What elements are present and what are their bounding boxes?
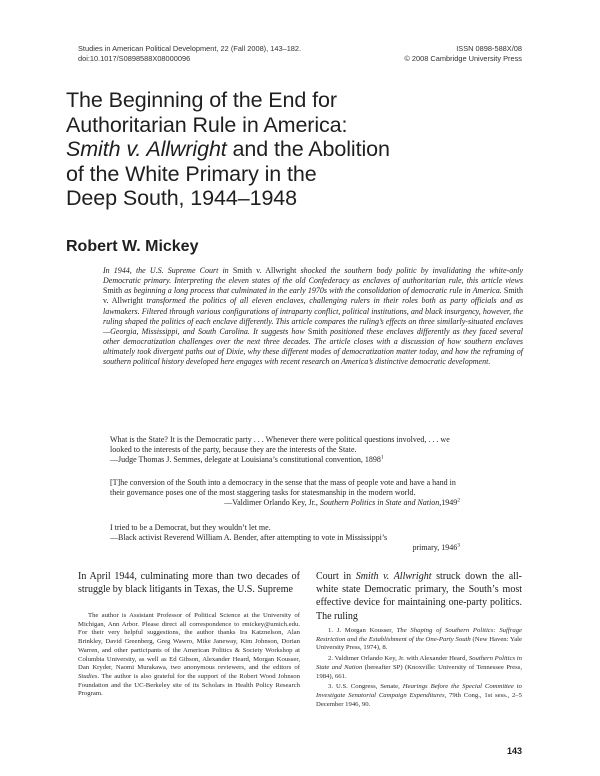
- epigraph-quote: I tried to be a Democrat, but they wouldn’t let me.: [110, 523, 271, 532]
- page-number: 143: [506, 746, 522, 756]
- epigraph-quote: [T]he conversion of the South into a democracy in the sense that the mass of people vote and have a hand in their governance poses one of the most staggering tasks for statesmanship in the modern world.: [110, 478, 456, 498]
- epigraph-2: [110, 478, 460, 508]
- case-name: Smith v. Allwright: [355, 571, 432, 582]
- title-line-2: Authoritarian Rule in America:: [66, 112, 348, 137]
- footnote-2: 2. Valdimer Orlando Key, Jr. with Alexander Heard, Southern Politics in State and Nation (hereafter SP) (Knoxville: University of Tennessee Press, 1984), 661.: [316, 655, 522, 680]
- epigraph-attribution: —Valdimer Orlando Key, Jr., Southern Politics in State and Nation,1949$^2$: [224, 497, 460, 508]
- abstract: In 1944, the U.S. Supreme Court in Smith v. Allwright shocked the southern body politic by invalidating the white-only Democratic primary. Interpreting the eleven states of the old Confederacy as enclaves of authoritarian rule, this article views Smith as beginning a long process that culminated in the early 1970s with the consolidation of democratic rule in America. Smith v. Allwright transformed the politics of all eleven enclaves, challenging rulers in their roles both as party officials and as lawmakers. Filtered through various configurations of intraparty conflict, political institutions, and black insurgency, however, the ruling shaped the politics of each enclave differently. This article compares the ruling’s effects on three similarly-situated enclaves—Georgia, Mississippi, and South Carolina. It suggests how Smith positioned these enclaves differently as they faced several other democratization challenges over the next three decades. The article closes with a discussion of how southern enclaves ultimately took divergent paths out of Dixie, why these different modes of democratization matter today, and how the reframing of southern political history developed here engages with recent research on America’s distinctive democratic development.: [103, 266, 523, 367]
- journal-citation: Studies in American Political Development, 22 (Fall 2008), 143–182.: [78, 44, 302, 53]
- title-line-1: The Beginning of the End for: [66, 88, 337, 112]
- title-line-5: Deep South, 1944–1948: [66, 186, 298, 210]
- copyright: © 2008 Cambridge University Press: [404, 54, 522, 63]
- title-case-name: Smith v. Allwright: [66, 137, 227, 161]
- article-title: [66, 88, 536, 211]
- body-text-right: Court in Smith v. Allwright struck down the all-white state Democratic primary, the South’s most effective device for maintaining one-party politics. The ruling: [316, 571, 523, 622]
- epigraph-1: [110, 435, 460, 465]
- author-name: Robert W. Mickey: [66, 238, 199, 255]
- title-line-3-rest: and the Abolition: [226, 137, 390, 161]
- case-name: Smith v. Allwright: [103, 286, 523, 306]
- footnote-1: 1. J. Morgan Kousser, The Shaping of Southern Politics: Suffrage Restriction and the Establishment of the One-Party South (New Haven: Yale University Press, 1974), 8.: [316, 627, 523, 652]
- case-name: Smith v. Allwright: [232, 266, 297, 275]
- epigraph-attribution: —Black activist Reverend William A. Bender, after attempting to vote in Mississippi’s: [110, 533, 388, 543]
- doi: doi:10.1017/S0898588X08000096: [78, 54, 191, 63]
- title-line-3: [66, 137, 536, 162]
- case-name: Smith: [103, 286, 123, 296]
- body-text-left: In April 1944, culminating more than two decades of struggle by black litigants in Texas, the U.S. Supreme: [78, 571, 300, 596]
- author-note: The author is Assistant Professor of Political Science at the University of Michigan, Ann Arbor. Please direct all correspondence to rmickey@umich.edu. For their very helpful suggestions, the author thanks Ira Katznelson, Alan Brinkley, David Greenberg, Greg Wawro, Mike Janeway, Kim Johnson, Dorian Warren, and other participants of the American Politics & Society Workshop at Columbia University, as well as Ed Gibson, Alexander Heard, Morgan Kousser, Dan Kryder, Naomi Murakawa, two anonymous reviewers, and the editors of Studies. The author is also grateful for the support of the Robert Wood Johnson Foundation and the UC-Berkeley site of its Scholars in Health Policy Research Program.: [78, 612, 300, 698]
- journal-header: [78, 44, 301, 64]
- case-name: Smith: [307, 326, 327, 336]
- footnotes: [316, 627, 522, 711]
- title-line-4: of the White Primary in the: [66, 161, 317, 186]
- epigraph-quote: What is the State? It is the Democratic party . . . Whenever there were political questions involved, . . . we looked to the interests of the party, because they are the interests of the State.: [110, 435, 450, 455]
- epigraph-attribution-end: primary, 1946$^3$: [412, 542, 460, 553]
- epigraph-3: [110, 523, 460, 553]
- issn: ISSN 0898-588X/08: [456, 44, 522, 53]
- issn-header: [404, 44, 522, 64]
- footnote-3: 3. U.S. Congress, Senate, Hearings Before the Special Committee to Investigate Senatorial Campaign Expenditures, 79th Cong., 1st sess., 2–5 December 1946, 90.: [316, 683, 522, 708]
- epigraph-attribution: —Judge Thomas J. Semmes, delegate at Louisiana’s constitutional convention, 1898$^1$: [110, 454, 384, 465]
